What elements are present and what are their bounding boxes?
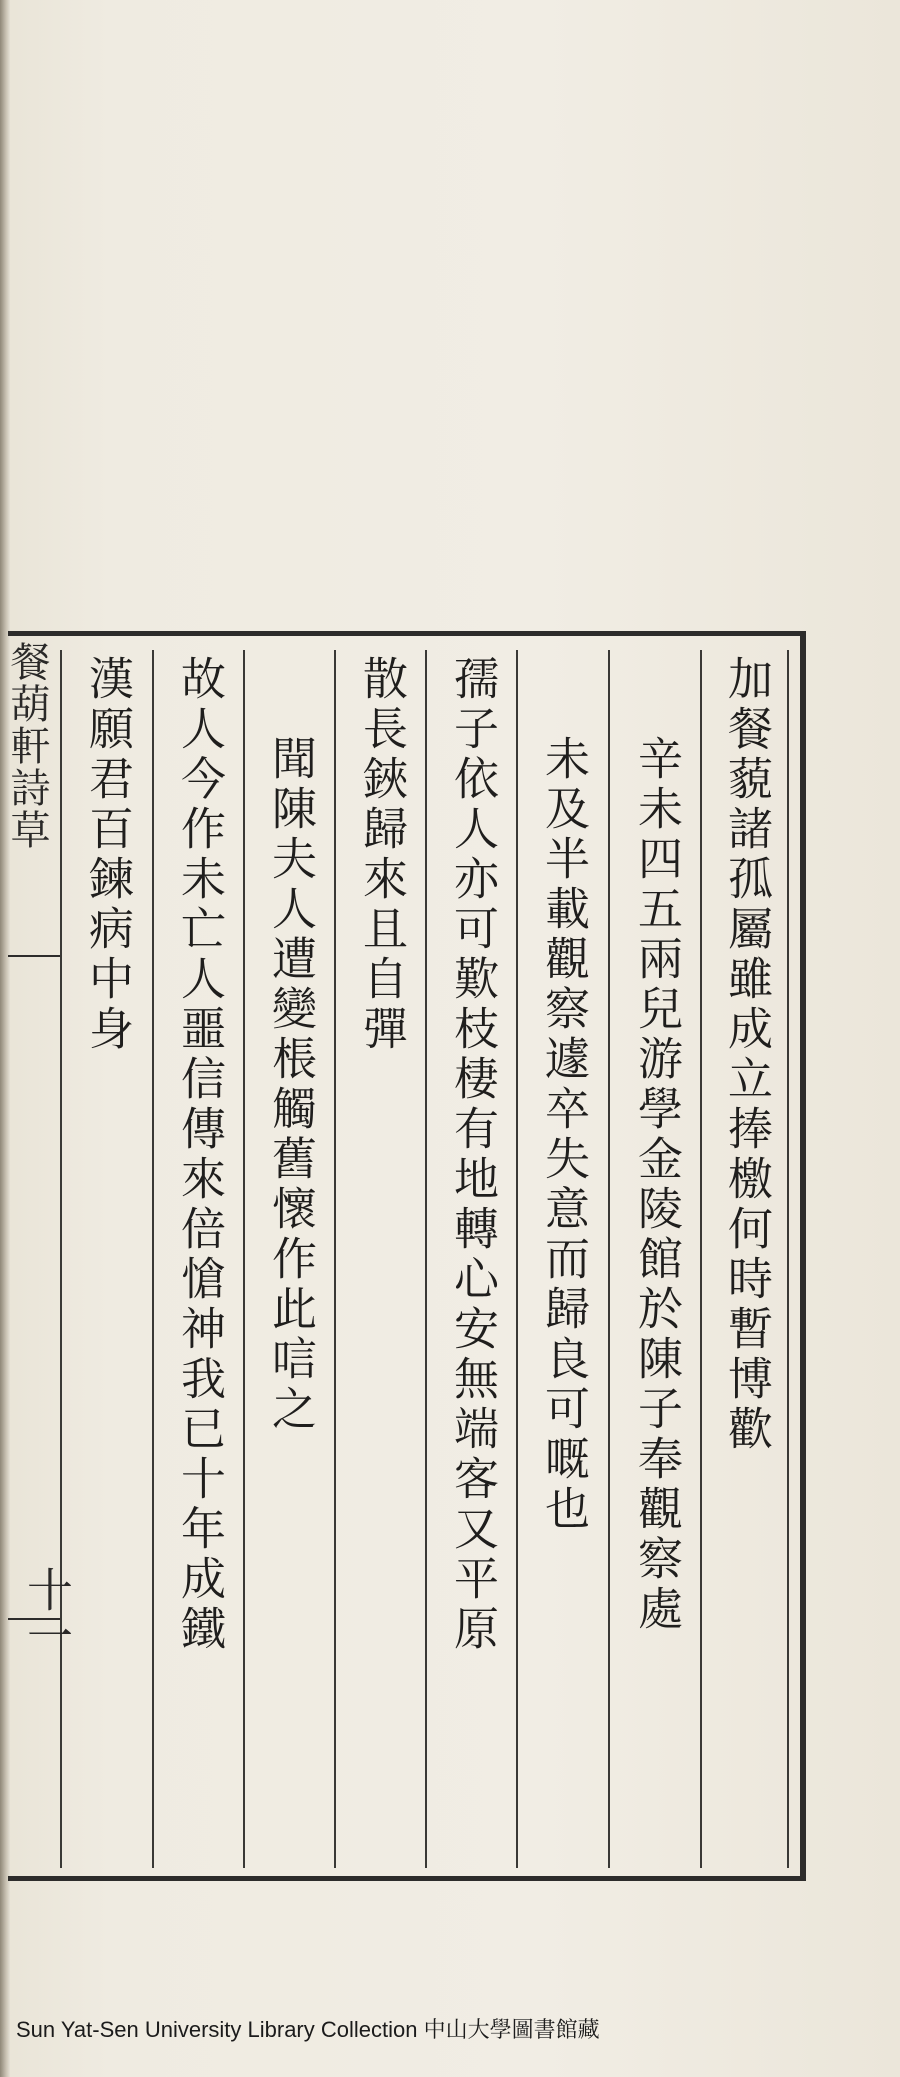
column-divider [243, 650, 245, 1868]
text-column-7: 故人今作未亡人噩信傳來倍愴神我已十年成鐵 [173, 655, 226, 1655]
collection-credit: Sun Yat-Sen University Library Collection 中山大學圖書館藏 [16, 2017, 600, 2042]
text-column-5: 散長鋏歸來且自彈 [355, 655, 408, 1055]
column-divider [425, 650, 427, 1868]
column-divider [152, 650, 154, 1868]
text-column-8: 漢願君百鍊病中身 [81, 655, 134, 1055]
column-divider [608, 650, 610, 1868]
text-column-3: 未及半載觀察遽卒失意而歸良可嘅也 [537, 735, 590, 1535]
column-divider [700, 650, 702, 1868]
text-column-6: 聞陳夫人遭變棖觸舊懷作此唁之 [264, 735, 317, 1435]
column-divider [787, 650, 789, 1868]
text-column-1: 加餐藐諸孤屬雖成立捧檄何時暫博歡 [720, 655, 773, 1455]
column-divider [334, 650, 336, 1868]
margin-page-number: 十一 [20, 1566, 74, 1658]
text-column-4: 孺子依人亦可歎枝棲有地轉心安無端客又平原 [446, 655, 499, 1655]
margin-book-title: 餐葫軒詩草 [4, 641, 50, 851]
text-column-2: 辛未四五兩兒游學金陵館於陳子奉觀察處 [630, 735, 683, 1635]
column-divider [516, 650, 518, 1868]
margin-rule [8, 955, 60, 957]
column-divider [60, 650, 62, 1868]
